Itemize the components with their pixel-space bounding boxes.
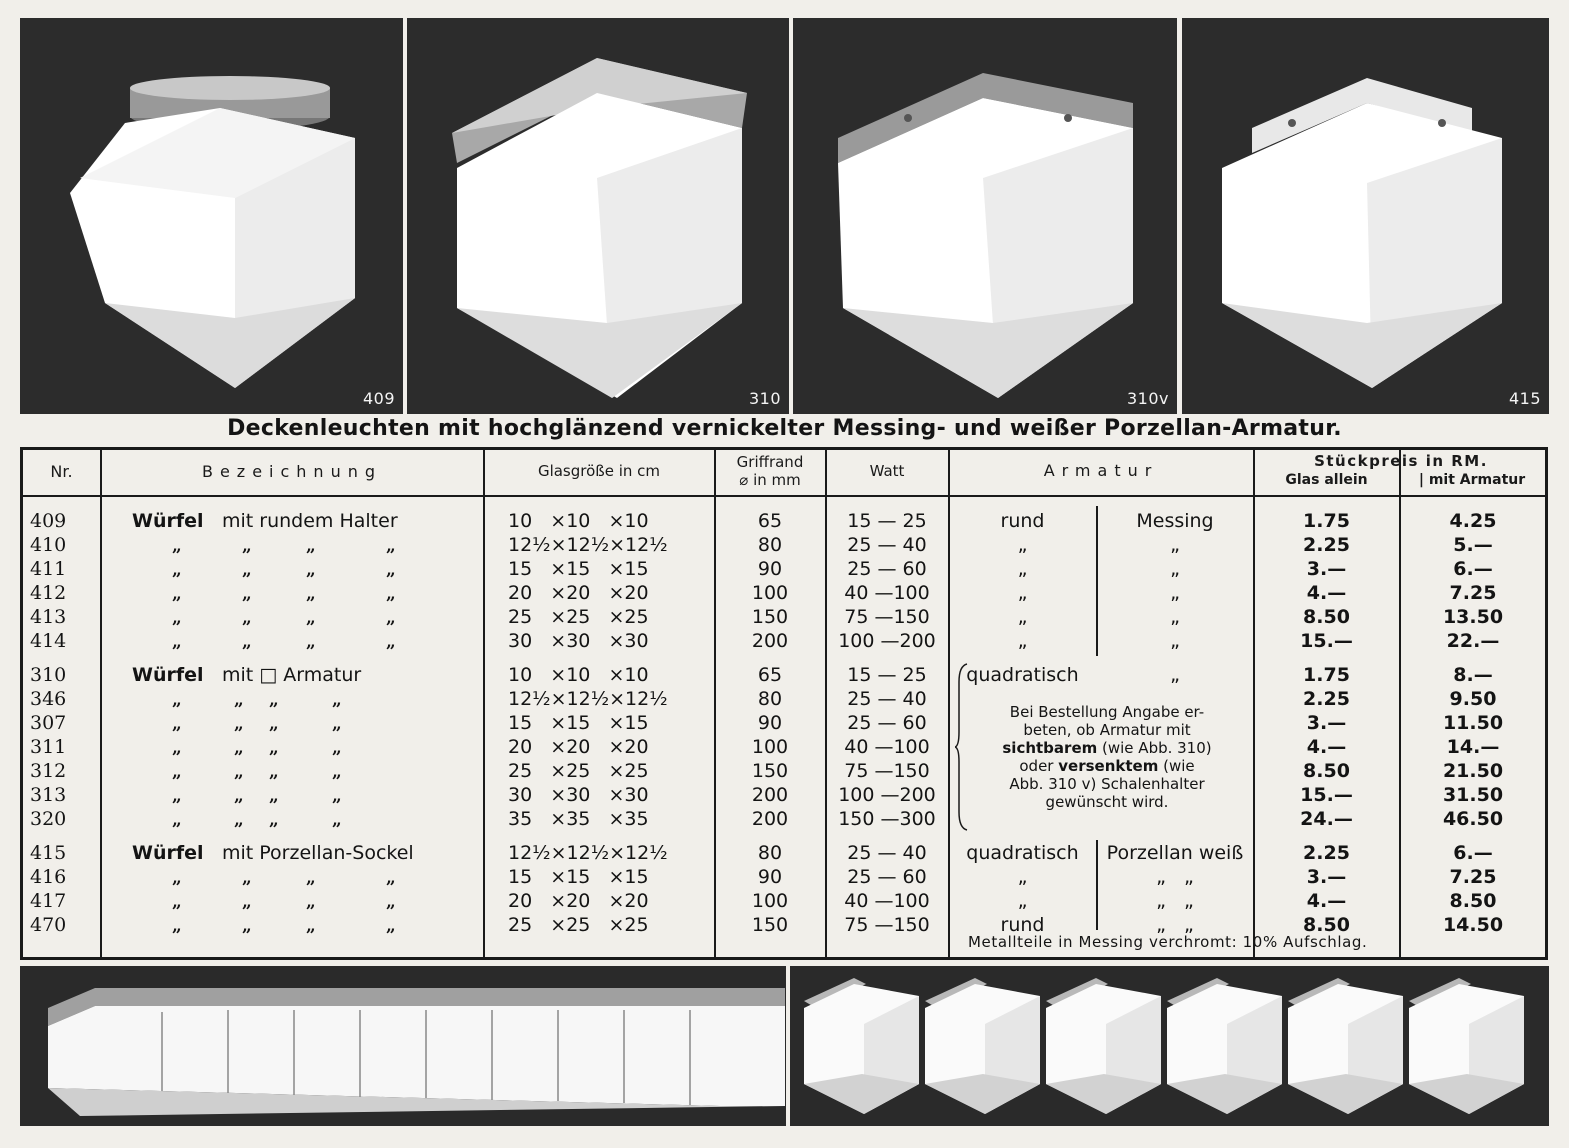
row-number: 410 xyxy=(30,534,67,556)
ditto-mark: „ xyxy=(269,738,279,758)
wattage: 40 —100 xyxy=(844,736,930,758)
wattage: 150 —300 xyxy=(838,808,936,830)
ditto-mark: „ xyxy=(234,714,244,734)
ditto-mark: „ xyxy=(234,738,244,758)
fitting-material: „ xyxy=(1170,664,1180,686)
ditto-mark: „ xyxy=(269,690,279,710)
column-divider xyxy=(948,450,950,958)
fitting-shape: quadratisch xyxy=(966,664,1079,686)
photo-lamp-310v xyxy=(793,18,1177,414)
wattage: 75 —150 xyxy=(844,914,930,936)
ditto-mark: „ xyxy=(332,810,342,830)
item-name: Würfel xyxy=(132,664,204,686)
glass-size: 20 ×20 ×20 xyxy=(508,736,649,758)
header-glasgroesse: Glasgröße in cm xyxy=(537,462,661,480)
rim-diameter: 65 xyxy=(757,664,783,686)
price-glass-only: 15.— xyxy=(1300,630,1353,652)
ditto-mark: „ xyxy=(242,608,252,628)
ditto-mark: „ xyxy=(332,762,342,782)
row-number: 416 xyxy=(30,866,67,888)
price-with-fitting: 31.50 xyxy=(1442,784,1504,806)
column-divider xyxy=(100,450,102,958)
price-glass-only: 1.75 xyxy=(1303,664,1350,686)
column-divider xyxy=(483,450,485,958)
photo-number: 310 xyxy=(748,389,781,408)
header-griffrand-unit: ⌀ in mm xyxy=(739,471,801,489)
glass-size: 35 ×35 ×35 xyxy=(508,808,649,830)
photo-lamp-415 xyxy=(1182,18,1549,414)
photo-number: 409 xyxy=(362,389,395,408)
price-with-fitting: 46.50 xyxy=(1442,808,1504,830)
glass-size: 15 ×15 ×15 xyxy=(508,712,649,734)
price-glass-only: 8.50 xyxy=(1303,760,1350,782)
row-number: 412 xyxy=(30,582,67,604)
price-glass-only: 8.50 xyxy=(1303,606,1350,628)
glass-size: 12½×12½×12½ xyxy=(508,688,668,710)
fitting-shape: quadratisch xyxy=(966,842,1079,864)
price-with-fitting: 13.50 xyxy=(1442,606,1504,628)
order-note: Bei Bestellung Angabe er- beten, ob Armatur mit sichtbarem (wie Abb. 310) oder versenktem (wie Abb. 310 v) Schalenhalter gewünscht wird. xyxy=(1002,703,1212,811)
glass-size: 25 ×25 ×25 xyxy=(508,914,649,936)
wattage: 100 —200 xyxy=(838,630,936,652)
row-number: 310 xyxy=(30,664,67,686)
glass-size: 30 ×30 ×30 xyxy=(508,784,649,806)
ditto-mark: „ xyxy=(306,584,316,604)
lamp-group-fixture-image xyxy=(790,966,1549,1126)
row-number: 346 xyxy=(30,688,67,710)
header-armatur: Armatur xyxy=(1043,461,1159,480)
ditto-mark: „ xyxy=(242,560,252,580)
fitting-material: „ xyxy=(1170,630,1180,652)
ditto-mark: „ xyxy=(269,714,279,734)
ditto-mark: „ xyxy=(306,632,316,652)
photo-number: 310v xyxy=(1126,389,1169,408)
glass-size: 30 ×30 ×30 xyxy=(508,630,649,652)
price-with-fitting: 7.25 xyxy=(1449,582,1497,604)
brace-icon xyxy=(955,662,971,832)
price-with-fitting: 7.25 xyxy=(1449,866,1497,888)
header-watt: Watt xyxy=(869,462,905,480)
header-glas-allein: Glas allein xyxy=(1285,472,1368,488)
ditto-mark: „ xyxy=(172,738,182,758)
ditto-mark: „ xyxy=(242,868,252,888)
rim-diameter: 200 xyxy=(751,784,789,806)
wattage: 75 —150 xyxy=(844,760,930,782)
row-number: 307 xyxy=(30,712,67,734)
price-with-fitting: 8.50 xyxy=(1449,890,1497,912)
wattage: 25 — 60 xyxy=(847,866,927,888)
lamp-cube-round-holder-image xyxy=(20,18,403,414)
header-mit-armatur: | mit Armatur xyxy=(1418,472,1526,488)
ditto-mark: „ xyxy=(306,560,316,580)
ditto-mark: „ xyxy=(234,762,244,782)
price-with-fitting: 5.— xyxy=(1453,534,1493,556)
ditto-mark: „ xyxy=(172,714,182,734)
rim-diameter: 80 xyxy=(757,842,783,864)
ditto-mark: „ xyxy=(172,690,182,710)
row-number: 313 xyxy=(30,784,67,806)
fitting-shape: „ xyxy=(1017,534,1028,556)
lamp-cube-square-fitting-image xyxy=(407,18,789,414)
rim-diameter: 150 xyxy=(751,760,789,782)
ditto-mark: „ xyxy=(172,608,182,628)
row-number: 413 xyxy=(30,606,67,628)
price-with-fitting: 14.— xyxy=(1446,736,1500,758)
price-glass-only: 4.— xyxy=(1306,736,1347,758)
rim-diameter: 100 xyxy=(751,890,789,912)
price-with-fitting: 14.50 xyxy=(1442,914,1504,936)
wattage: 75 —150 xyxy=(844,606,930,628)
fitting-shape: „ xyxy=(1017,558,1028,580)
page-heading: Deckenleuchten mit hochglänzend vernickelter Messing- und weißer Porzellan-Armatur. xyxy=(227,416,1342,441)
row-number: 409 xyxy=(30,510,67,532)
ditto-mark: „ xyxy=(332,786,342,806)
ditto-mark: „ xyxy=(306,892,316,912)
fitting-material: „ xyxy=(1170,534,1180,556)
ditto-mark: „ xyxy=(386,560,396,580)
header-divider xyxy=(23,495,1545,497)
fitting-material: „ xyxy=(1170,558,1180,580)
row-number: 320 xyxy=(30,808,67,830)
fitting-material: „ xyxy=(1170,606,1180,628)
item-description: mit rundem Halter xyxy=(222,510,398,532)
price-with-fitting: 9.50 xyxy=(1449,688,1497,710)
wattage: 25 — 60 xyxy=(847,558,927,580)
price-glass-only: 3.— xyxy=(1306,866,1347,888)
wattage: 40 —100 xyxy=(844,890,930,912)
ditto-mark: „ xyxy=(172,536,182,556)
glass-size: 15 ×15 ×15 xyxy=(508,866,649,888)
lamp-cube-sunken-fitting-image xyxy=(793,18,1177,414)
wattage: 25 — 40 xyxy=(847,688,927,710)
ditto-mark: „ xyxy=(386,608,396,628)
rim-diameter: 90 xyxy=(757,866,783,888)
fitting-shape: rund xyxy=(1000,510,1045,532)
item-name: Würfel xyxy=(132,510,204,532)
lamp-row-fixture-image xyxy=(20,966,786,1126)
fitting-shape: „ xyxy=(1017,630,1028,652)
rim-diameter: 150 xyxy=(751,914,789,936)
fitting-shape: „ xyxy=(1017,606,1028,628)
row-number: 312 xyxy=(30,760,67,782)
row-number: 470 xyxy=(30,914,67,936)
wattage: 25 — 60 xyxy=(847,712,927,734)
header-stueckpreis: Stückpreis in RM. xyxy=(1314,452,1488,470)
item-description: mit □ Armatur xyxy=(222,664,362,686)
price-with-fitting: 22.— xyxy=(1446,630,1500,652)
ditto-mark: „ xyxy=(306,916,316,936)
price-with-fitting: 6.— xyxy=(1453,842,1493,864)
item-description: mit Porzellan-Sockel xyxy=(222,842,414,864)
wattage: 100 —200 xyxy=(838,784,936,806)
fitting-shape: rund xyxy=(1000,914,1045,936)
ditto-mark: „ xyxy=(172,916,182,936)
ditto-mark: „ xyxy=(242,536,252,556)
fitting-shape: „ xyxy=(1017,866,1028,888)
price-with-fitting: 4.25 xyxy=(1449,510,1497,532)
price-with-fitting: 8.— xyxy=(1453,664,1493,686)
photo-cube-group-fixture xyxy=(790,966,1549,1126)
photo-number: 415 xyxy=(1508,389,1541,408)
fitting-material: „ „ xyxy=(1156,890,1194,912)
rim-diameter: 80 xyxy=(757,534,783,556)
glass-size: 20 ×20 ×20 xyxy=(508,582,649,604)
rim-diameter: 200 xyxy=(751,630,789,652)
ditto-mark: „ xyxy=(172,560,182,580)
fitting-material: Messing xyxy=(1136,510,1214,532)
ditto-mark: „ xyxy=(386,892,396,912)
ditto-mark: „ xyxy=(242,632,252,652)
price-with-fitting: 11.50 xyxy=(1442,712,1504,734)
ditto-mark: „ xyxy=(172,786,182,806)
ditto-mark: „ xyxy=(386,584,396,604)
ditto-mark: „ xyxy=(269,762,279,782)
wattage: 15 — 25 xyxy=(847,510,927,532)
ditto-mark: „ xyxy=(172,762,182,782)
wattage: 40 —100 xyxy=(844,582,930,604)
ditto-mark: „ xyxy=(234,786,244,806)
glass-size: 10 ×10 ×10 xyxy=(508,664,649,686)
row-number: 414 xyxy=(30,630,67,652)
rim-diameter: 100 xyxy=(751,582,789,604)
wattage: 25 — 40 xyxy=(847,842,927,864)
ditto-mark: „ xyxy=(172,892,182,912)
price-glass-only: 4.— xyxy=(1306,890,1347,912)
glass-size: 10 ×10 ×10 xyxy=(508,510,649,532)
row-number: 417 xyxy=(30,890,67,912)
rim-diameter: 65 xyxy=(757,510,783,532)
ditto-mark: „ xyxy=(242,584,252,604)
glass-size: 20 ×20 ×20 xyxy=(508,890,649,912)
rim-diameter: 100 xyxy=(751,736,789,758)
ditto-mark: „ xyxy=(172,810,182,830)
header-griffrand: Griffrand xyxy=(736,453,804,471)
header-nr: Nr. xyxy=(50,462,73,481)
ditto-mark: „ xyxy=(269,786,279,806)
ditto-mark: „ xyxy=(306,868,316,888)
price-glass-only: 8.50 xyxy=(1303,914,1350,936)
ditto-mark: „ xyxy=(332,690,342,710)
ditto-mark: „ xyxy=(172,632,182,652)
rim-diameter: 90 xyxy=(757,558,783,580)
ditto-mark: „ xyxy=(386,916,396,936)
fitting-material: „ xyxy=(1170,582,1180,604)
photo-lamp-310 xyxy=(407,18,789,414)
rim-diameter: 150 xyxy=(751,606,789,628)
fitting-shape: „ xyxy=(1017,890,1028,912)
price-glass-only: 3.— xyxy=(1306,712,1347,734)
row-number: 415 xyxy=(30,842,67,864)
ditto-mark: „ xyxy=(306,536,316,556)
fitting-material: „ „ xyxy=(1156,914,1194,936)
ditto-mark: „ xyxy=(234,690,244,710)
ditto-mark: „ xyxy=(172,584,182,604)
chrome-surcharge-note: Metallteile in Messing verchromt: 10% Aufschlag. xyxy=(968,933,1368,951)
item-name: Würfel xyxy=(132,842,204,864)
header-bezeichnung: Bezeichnung xyxy=(201,462,383,481)
ditto-mark: „ xyxy=(386,868,396,888)
fitting-material: „ „ xyxy=(1156,866,1194,888)
glass-size: 12½×12½×12½ xyxy=(508,842,668,864)
ditto-mark: „ xyxy=(306,608,316,628)
fitting-shape: „ xyxy=(1017,582,1028,604)
wattage: 25 — 40 xyxy=(847,534,927,556)
price-with-fitting: 21.50 xyxy=(1442,760,1504,782)
ditto-mark: „ xyxy=(234,810,244,830)
price-glass-only: 1.75 xyxy=(1303,510,1350,532)
price-with-fitting: 6.— xyxy=(1453,558,1493,580)
price-glass-only: 2.25 xyxy=(1303,534,1350,556)
price-glass-only: 2.25 xyxy=(1303,688,1350,710)
ditto-mark: „ xyxy=(269,810,279,830)
ditto-mark: „ xyxy=(332,738,342,758)
glass-size: 25 ×25 ×25 xyxy=(508,606,649,628)
glass-size: 12½×12½×12½ xyxy=(508,534,668,556)
ditto-mark: „ xyxy=(242,892,252,912)
glass-size: 15 ×15 ×15 xyxy=(508,558,649,580)
photo-lamp-409 xyxy=(20,18,403,414)
wattage: 15 — 25 xyxy=(847,664,927,686)
price-glass-only: 4.— xyxy=(1306,582,1347,604)
rim-diameter: 80 xyxy=(757,688,783,710)
rim-diameter: 90 xyxy=(757,712,783,734)
row-number: 311 xyxy=(30,736,67,758)
photo-cube-row-fixture xyxy=(20,966,786,1126)
lamp-cube-porcelain-base-image xyxy=(1182,18,1549,414)
price-glass-only: 24.— xyxy=(1300,808,1353,830)
price-glass-only: 15.— xyxy=(1300,784,1353,806)
ditto-mark: „ xyxy=(386,536,396,556)
price-glass-only: 2.25 xyxy=(1303,842,1350,864)
ditto-mark: „ xyxy=(172,868,182,888)
ditto-mark: „ xyxy=(242,916,252,936)
price-glass-only: 3.— xyxy=(1306,558,1347,580)
fitting-material: Porzellan weiß xyxy=(1106,842,1244,864)
rim-diameter: 200 xyxy=(751,808,789,830)
row-number: 411 xyxy=(30,558,67,580)
glass-size: 25 ×25 ×25 xyxy=(508,760,649,782)
ditto-mark: „ xyxy=(332,714,342,734)
ditto-mark: „ xyxy=(386,632,396,652)
